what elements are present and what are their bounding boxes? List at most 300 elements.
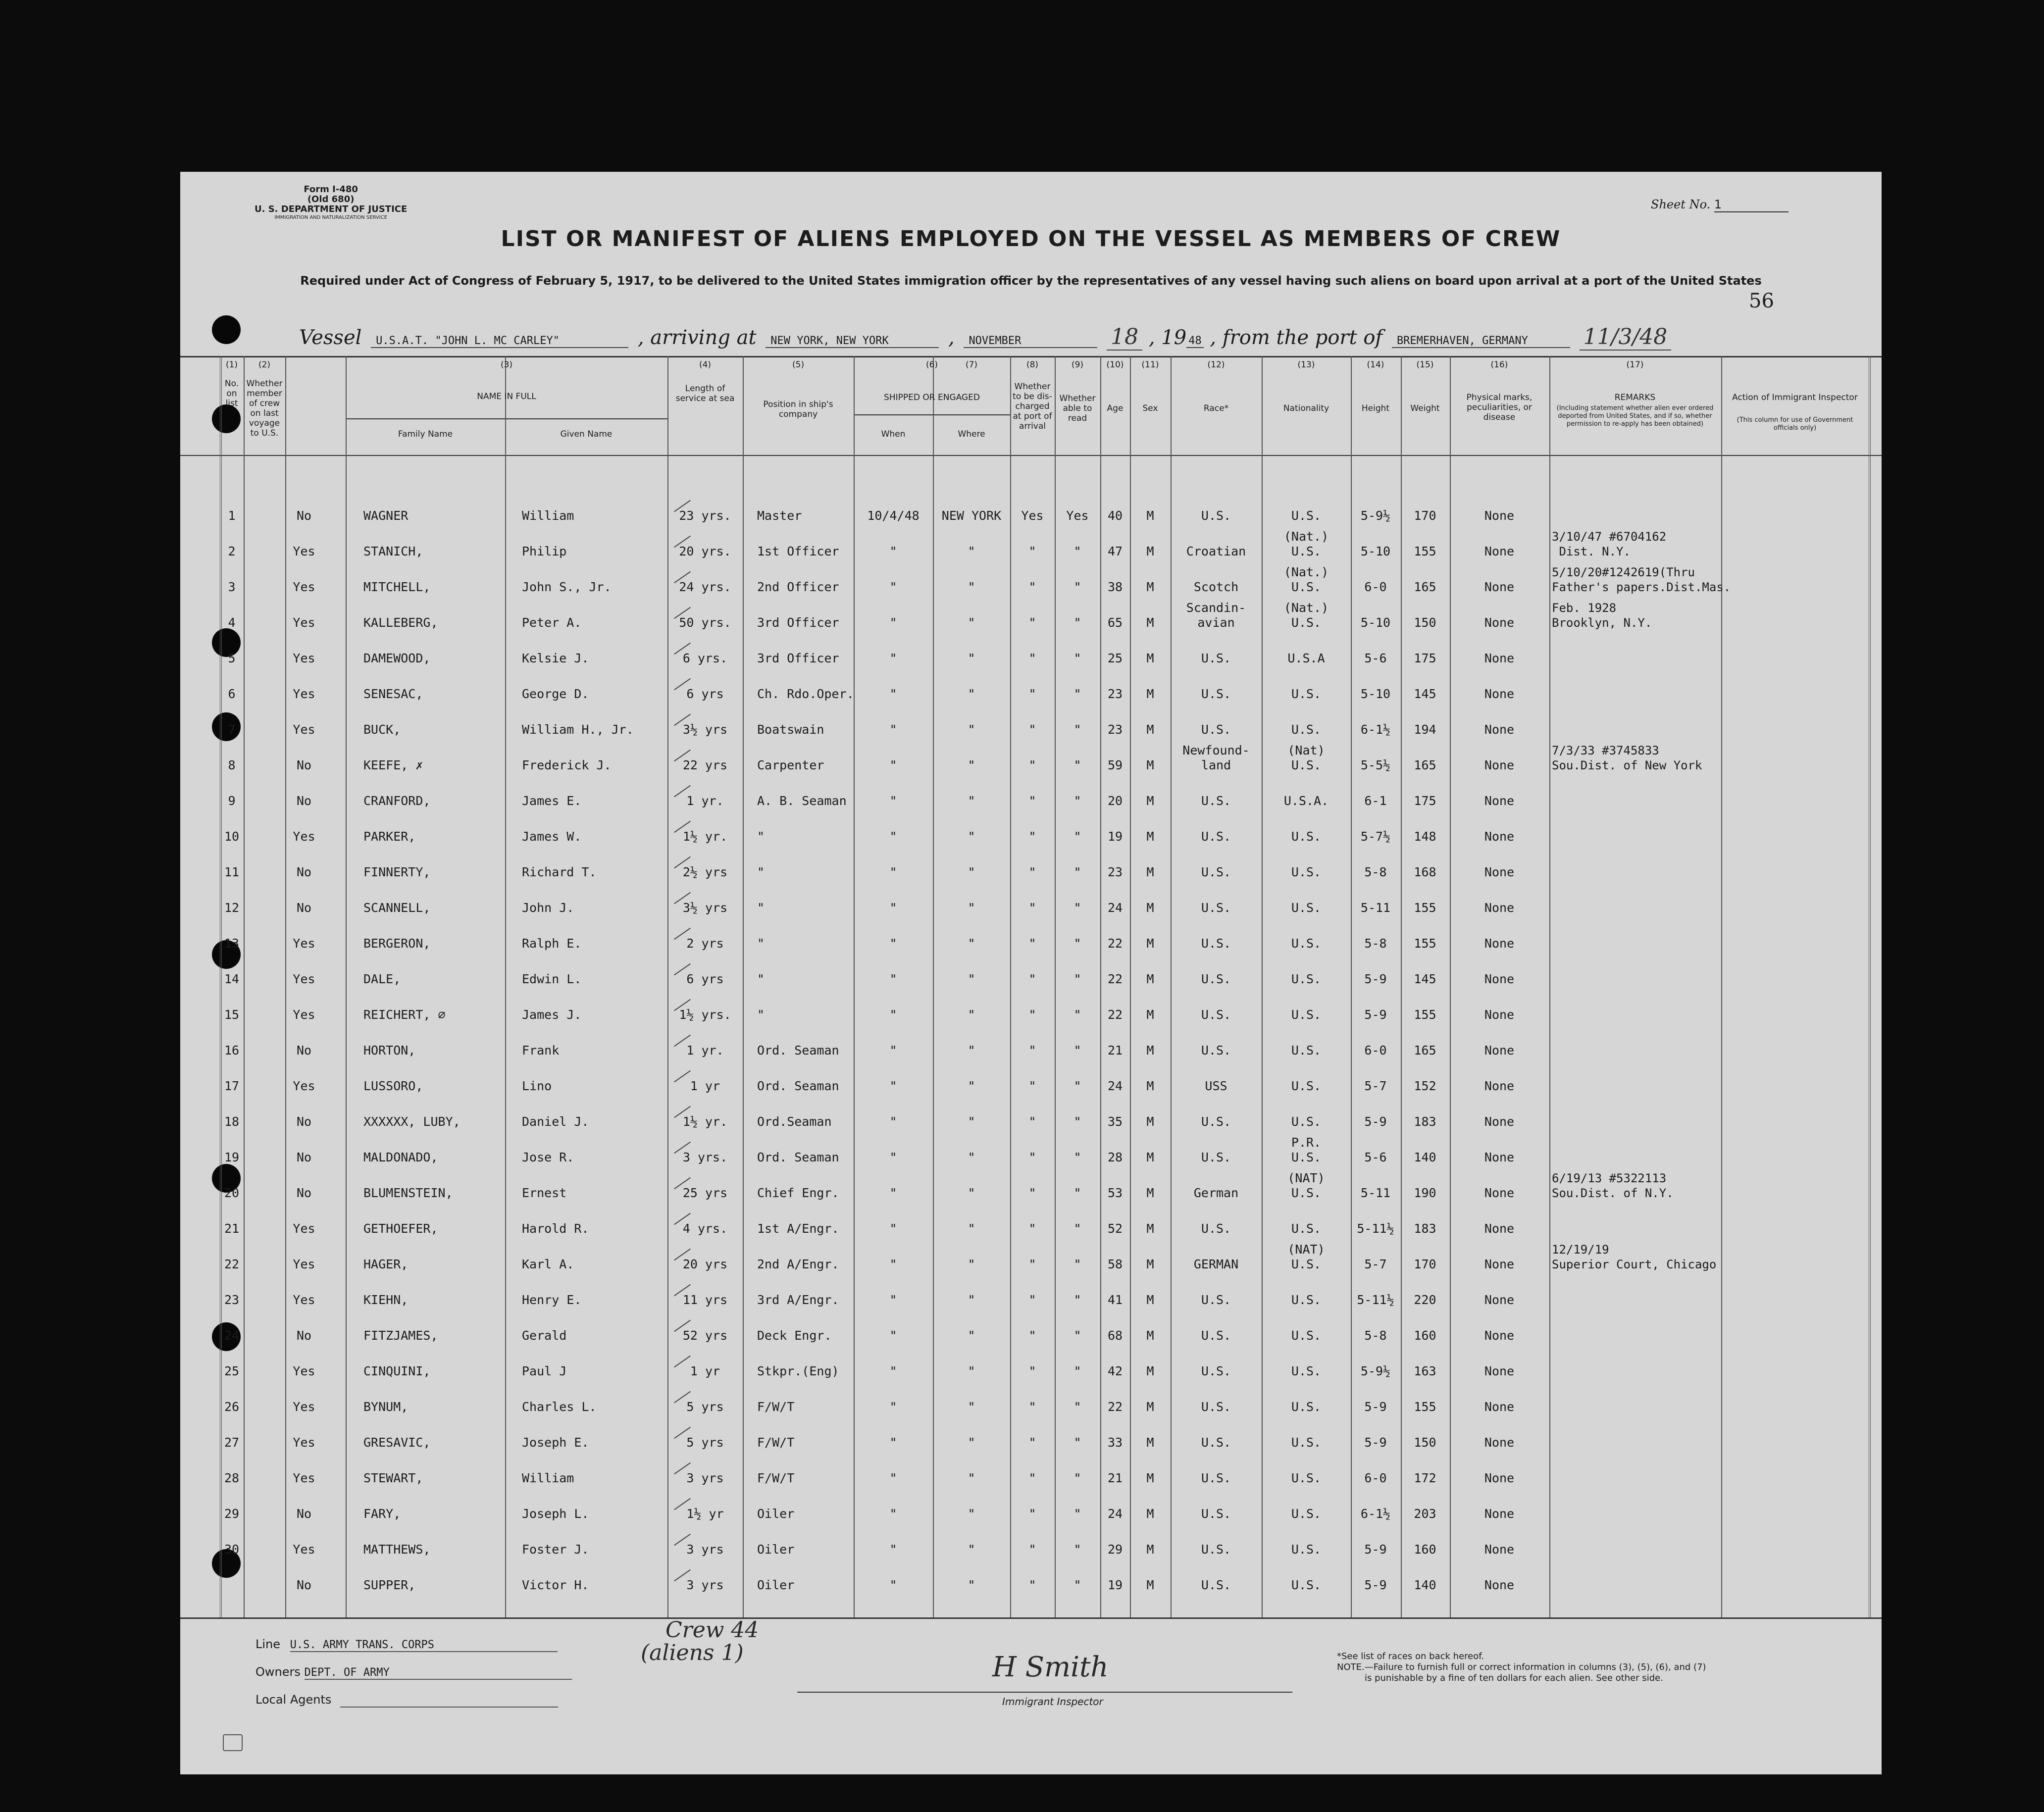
vessel-line: Vessel U.S.A.T. "JOHN L. MC CARLEY" , arriving at NEW YORK, NEW YORK , NOVEMBER 18 , 19 48 , from the port of BREMERHAVEN, GERMANY 11/3/48 — [299, 324, 1671, 350]
shipped-when: " — [889, 615, 897, 630]
race: U.S. — [1201, 1507, 1231, 1521]
prev-voyage: No — [296, 1578, 312, 1592]
prev-voyage: Yes — [293, 722, 315, 737]
race: U.S. — [1201, 1471, 1231, 1485]
shipped-when: " — [889, 1507, 897, 1521]
age: 42 — [1107, 1364, 1123, 1378]
shipped-when: " — [889, 1186, 897, 1200]
shipped-when: " — [889, 1578, 897, 1592]
service-length: 50 yrs. — [679, 615, 731, 630]
race: U.S. — [1201, 1114, 1231, 1129]
given-name: Kelsie J. — [522, 651, 589, 665]
shipped-when: " — [889, 1471, 897, 1485]
from-port: BREMERHAVEN, GERMANY — [1392, 335, 1570, 348]
row-number: 26 — [224, 1400, 240, 1414]
sex: M — [1146, 1364, 1154, 1378]
shipped-when: " — [889, 1221, 897, 1236]
nationality: (Nat.) U.S. — [1283, 565, 1329, 594]
physical-marks: None — [1484, 1186, 1515, 1200]
race: U.S. — [1201, 1328, 1231, 1343]
position: 2nd Officer — [757, 580, 839, 594]
service-length: 1½ yr — [686, 1507, 724, 1521]
inspector-signature: H Smith — [992, 1651, 1109, 1683]
col-given-name: Given Name — [560, 429, 613, 439]
position: 1st Officer — [757, 544, 839, 558]
form-old-number: (Old 680) — [307, 194, 355, 204]
sex: M — [1146, 722, 1154, 737]
position: Oiler — [757, 1542, 795, 1557]
able-to-read: " — [1073, 1150, 1081, 1164]
position: Ord.Seaman — [757, 1114, 832, 1129]
shipped-where: " — [968, 544, 975, 558]
prev-voyage: Yes — [293, 1542, 315, 1557]
nationality: U.S. — [1291, 1079, 1322, 1093]
column-number: (8) — [1026, 360, 1039, 370]
col-where: Where — [958, 429, 985, 439]
service-length: 6 yrs. — [682, 651, 728, 665]
shipped-when: " — [889, 865, 897, 879]
family-name: CRANFORD, — [363, 794, 431, 808]
row-number: 30 — [224, 1542, 240, 1557]
service-length: 3 yrs. — [682, 1150, 728, 1164]
column-number: (2) — [258, 360, 271, 370]
height: 5-7 — [1364, 1079, 1387, 1093]
able-to-read: " — [1073, 722, 1081, 737]
sex: M — [1146, 1114, 1154, 1129]
service-length: 3½ yrs — [682, 722, 728, 737]
discharged: " — [1028, 936, 1036, 951]
prev-voyage: Yes — [293, 972, 315, 986]
service-length: 3 yrs — [686, 1578, 724, 1592]
able-to-read: " — [1073, 1186, 1081, 1200]
column-number: (1) — [225, 360, 238, 370]
able-to-read: " — [1073, 794, 1081, 808]
column-number: (4) — [699, 360, 712, 370]
service-length: 1 yr. — [686, 794, 724, 808]
height: 6-0 — [1364, 1471, 1387, 1485]
position: " — [757, 1007, 765, 1022]
discharged: " — [1028, 615, 1036, 630]
age: 21 — [1107, 1471, 1123, 1485]
race: Scotch — [1193, 580, 1239, 594]
shipped-where: " — [968, 758, 975, 772]
discharged: " — [1028, 829, 1036, 844]
position: Carpenter — [757, 758, 824, 772]
position: F/W/T — [757, 1400, 795, 1414]
column-rule — [1721, 356, 1722, 1617]
prev-voyage: Yes — [293, 936, 315, 951]
prev-voyage: No — [296, 508, 312, 523]
race: U.S. — [1201, 1007, 1231, 1022]
column-rule — [1450, 356, 1451, 1617]
prev-voyage: Yes — [293, 1400, 315, 1414]
prev-voyage: Yes — [293, 1007, 315, 1022]
weight: 168 — [1414, 865, 1436, 879]
service-length: 6 yrs — [686, 972, 724, 986]
age: 23 — [1107, 722, 1123, 737]
shipped-where: " — [968, 1293, 975, 1307]
height: 5-6 — [1364, 651, 1387, 665]
nationality: U.S. — [1291, 722, 1322, 737]
family-name: KIEHN, — [363, 1293, 409, 1307]
position: 2nd A/Engr. — [757, 1257, 839, 1271]
shipped-where: " — [968, 972, 975, 986]
service-length: 25 yrs — [682, 1186, 728, 1200]
sex: M — [1146, 829, 1154, 844]
shipped-where: " — [968, 1043, 975, 1057]
column-rule — [854, 356, 855, 1617]
col-shipped-engaged: SHIPPED OR ENGAGED — [884, 393, 980, 403]
physical-marks: None — [1484, 1400, 1515, 1414]
height: 6-0 — [1364, 580, 1387, 594]
able-to-read: " — [1073, 544, 1081, 558]
shipped-when: 10/4/48 — [867, 508, 920, 523]
physical-marks: None — [1484, 1471, 1515, 1485]
race: German — [1193, 1186, 1239, 1200]
column-rule — [667, 356, 668, 1617]
row-number: 3 — [228, 580, 236, 594]
shipped-where: " — [968, 722, 975, 737]
discharged: " — [1028, 1435, 1036, 1450]
able-to-read: " — [1073, 1114, 1081, 1129]
service-length: 1½ yr. — [682, 1114, 728, 1129]
weight: 165 — [1414, 580, 1436, 594]
given-name: Frank — [522, 1043, 560, 1057]
prev-voyage: Yes — [293, 544, 315, 558]
able-to-read: " — [1073, 1257, 1081, 1271]
able-to-read: Yes — [1066, 508, 1089, 523]
height: 5-7 — [1364, 1257, 1387, 1271]
service-length: 3 yrs — [686, 1542, 724, 1557]
sex: M — [1146, 758, 1154, 772]
arrival-year: 48 — [1186, 335, 1204, 348]
shipped-where: " — [968, 1542, 975, 1557]
weight: 145 — [1414, 972, 1436, 986]
arriving-label: , arriving at — [637, 326, 757, 349]
col-remarks: REMARKS — [1614, 393, 1656, 403]
sheet-number — [1651, 198, 1788, 212]
discharged: " — [1028, 1007, 1036, 1022]
age: 23 — [1107, 865, 1123, 879]
shipped-when: " — [889, 1400, 897, 1414]
given-name: Joseph E. — [522, 1435, 589, 1450]
position: Ord. Seaman — [757, 1043, 839, 1057]
name-split-rule — [346, 418, 667, 419]
age: 59 — [1107, 758, 1123, 772]
height: 5-8 — [1364, 936, 1387, 951]
shipped-when: " — [889, 1114, 897, 1129]
weight: 183 — [1414, 1114, 1436, 1129]
shipped-when: " — [889, 687, 897, 701]
height: 5-11½ — [1357, 1293, 1394, 1307]
height: 5-10 — [1360, 544, 1391, 558]
height: 5-11 — [1360, 901, 1391, 915]
column-number: (3) — [500, 360, 513, 370]
race: U.S. — [1201, 1400, 1231, 1414]
family-name: GETHOEFER, — [363, 1221, 438, 1236]
form-id-block — [255, 185, 407, 221]
column-number: (7) — [965, 360, 978, 370]
weight: 160 — [1414, 1328, 1436, 1343]
shipped-where: " — [968, 1114, 975, 1129]
position: Ch. Rdo.Oper. — [757, 687, 854, 701]
family-name: HAGER, — [363, 1257, 409, 1271]
race: U.S. — [1201, 829, 1231, 844]
column-number: (11) — [1141, 360, 1159, 370]
discharged: " — [1028, 972, 1036, 986]
age: 41 — [1107, 1293, 1123, 1307]
given-name: Daniel J. — [522, 1114, 589, 1129]
remarks: 3/10/47 #6704162 Dist. N.Y. — [1552, 530, 1667, 558]
prev-voyage: Yes — [293, 1364, 315, 1378]
column-rule — [244, 356, 245, 1617]
position: " — [757, 936, 765, 951]
position: A. B. Seaman — [757, 794, 847, 808]
row-number: 23 — [224, 1293, 240, 1307]
able-to-read: " — [1073, 1400, 1081, 1414]
race: U.S. — [1201, 1293, 1231, 1307]
shipped-where: " — [968, 1150, 975, 1164]
column-rule — [346, 356, 347, 1617]
row-number: 21 — [224, 1221, 240, 1236]
position: Master — [757, 508, 802, 523]
height: 5-9 — [1364, 1542, 1387, 1557]
position: Boatswain — [757, 722, 824, 737]
shipped-when: " — [889, 972, 897, 986]
line-value: U.S. ARMY TRANS. CORPS — [290, 1639, 558, 1652]
family-name: PARKER, — [363, 829, 416, 844]
given-name: Victor H. — [522, 1578, 589, 1592]
service-length: 1½ yr. — [682, 829, 728, 844]
position: F/W/T — [757, 1435, 795, 1450]
physical-marks: None — [1484, 1007, 1515, 1022]
discharged: " — [1028, 1043, 1036, 1057]
agents-label: Local Agents — [256, 1693, 332, 1707]
discharged: " — [1028, 758, 1036, 772]
sex: M — [1146, 1221, 1154, 1236]
shipped-where: " — [968, 936, 975, 951]
sex: M — [1146, 1471, 1154, 1485]
service-tick-mark — [674, 1070, 691, 1083]
age: 19 — [1107, 829, 1123, 844]
col-weight: Weight — [1410, 403, 1440, 413]
nationality: U.S. — [1291, 687, 1322, 701]
prev-voyage: Yes — [293, 615, 315, 630]
given-name: Lino — [522, 1079, 552, 1093]
prev-voyage: No — [296, 865, 312, 879]
vessel-name: U.S.A.T. "JOHN L. MC CARLEY" — [371, 335, 628, 348]
discharged: " — [1028, 580, 1036, 594]
prev-voyage: No — [296, 1507, 312, 1521]
family-name: KEEFE, ✗ — [363, 758, 423, 772]
row-number: 13 — [224, 936, 240, 951]
row-number: 25 — [224, 1364, 240, 1378]
row-number: 8 — [228, 758, 236, 772]
col-prev-voyage: Whether member of crew on last voyage to U.S. — [246, 379, 283, 438]
nationality: U.S. — [1291, 1364, 1322, 1378]
column-number: (16) — [1490, 360, 1508, 370]
position: 3rd Officer — [757, 651, 839, 665]
column-number: (12) — [1207, 360, 1225, 370]
age: 24 — [1107, 901, 1123, 915]
nationality: U.S. — [1291, 1578, 1322, 1592]
given-name: Richard T. — [522, 865, 597, 879]
nationality: U.S. — [1291, 865, 1322, 879]
family-name: FITZJAMES, — [363, 1328, 438, 1343]
weight: 155 — [1414, 936, 1436, 951]
height: 5-9 — [1364, 1435, 1387, 1450]
punch-hole — [212, 315, 241, 344]
height: 5-9½ — [1360, 1364, 1391, 1378]
sheet-number-label: Sheet No. — [1651, 198, 1711, 211]
weight: 220 — [1414, 1293, 1436, 1307]
given-name: William H., Jr. — [522, 722, 634, 737]
row-number: 19 — [224, 1150, 240, 1164]
physical-marks: None — [1484, 829, 1515, 844]
family-name: FINNERTY, — [363, 865, 431, 879]
able-to-read: " — [1073, 1328, 1081, 1343]
weight: 170 — [1414, 508, 1436, 523]
discharged: " — [1028, 1542, 1036, 1557]
discharged: " — [1028, 1257, 1036, 1271]
remarks: 12/19/19 Superior Court, Chicago — [1552, 1243, 1717, 1271]
age: 28 — [1107, 1150, 1123, 1164]
physical-marks: None — [1484, 1364, 1515, 1378]
prev-voyage: No — [296, 794, 312, 808]
discharged: " — [1028, 1471, 1036, 1485]
sex: M — [1146, 936, 1154, 951]
sex: M — [1146, 1293, 1154, 1307]
prev-voyage: No — [296, 1150, 312, 1164]
given-name: John J. — [522, 901, 574, 915]
row-number: 10 — [224, 829, 240, 844]
race: U.S. — [1201, 687, 1231, 701]
prev-voyage: No — [296, 901, 312, 915]
race: U.S. — [1201, 936, 1231, 951]
service-length: 11 yrs — [682, 1293, 728, 1307]
weight: 203 — [1414, 1507, 1436, 1521]
table-top-rule — [180, 356, 1882, 357]
col-family-name: Family Name — [398, 429, 453, 439]
able-to-read: " — [1073, 865, 1081, 879]
race: U.S. — [1201, 1435, 1231, 1450]
given-name: Karl A. — [522, 1257, 574, 1271]
nationality: U.S. — [1291, 1542, 1322, 1557]
family-name: HORTON, — [363, 1043, 416, 1057]
nationality: U.S. — [1291, 1328, 1322, 1343]
given-name: John S., Jr. — [522, 580, 612, 594]
shipped-where: " — [968, 1186, 975, 1200]
shipped-when: " — [889, 1257, 897, 1271]
given-name: Charles L. — [522, 1400, 597, 1414]
age: 58 — [1107, 1257, 1123, 1271]
vessel-label: Vessel — [299, 326, 362, 349]
shipped-where: " — [968, 651, 975, 665]
sex: M — [1146, 972, 1154, 986]
nationality: U.S. — [1291, 901, 1322, 915]
race: U.S. — [1201, 651, 1231, 665]
height: 5-9 — [1364, 1007, 1387, 1022]
sex: M — [1146, 1007, 1154, 1022]
owners-field — [256, 1665, 572, 1680]
crew-count-handwritten: Crew 44 — [665, 1617, 759, 1643]
shipped-when: " — [889, 936, 897, 951]
given-name: Philip — [522, 544, 567, 558]
able-to-read: " — [1073, 1043, 1081, 1057]
physical-marks: None — [1484, 508, 1515, 523]
race: U.S. — [1201, 865, 1231, 879]
weight: 150 — [1414, 1435, 1436, 1450]
discharged: " — [1028, 865, 1036, 879]
able-to-read: " — [1073, 1293, 1081, 1307]
family-name: DALE, — [363, 972, 401, 986]
height: 5-5½ — [1360, 758, 1391, 772]
nationality: U.S. — [1291, 1400, 1322, 1414]
sex: M — [1146, 651, 1154, 665]
physical-marks: None — [1484, 1221, 1515, 1236]
table-bottom-rule — [180, 1617, 1882, 1619]
age: 33 — [1107, 1435, 1123, 1450]
col-position: Position in ship's company — [763, 400, 833, 419]
weight: 183 — [1414, 1221, 1436, 1236]
weight: 170 — [1414, 1257, 1436, 1271]
col-name-in-full: NAME IN FULL — [477, 392, 536, 402]
position: Oiler — [757, 1507, 795, 1521]
weight: 165 — [1414, 1043, 1436, 1057]
row-number: 22 — [224, 1257, 240, 1271]
given-name: Henry E. — [522, 1293, 582, 1307]
given-name: Edwin L. — [522, 972, 582, 986]
position: 3rd A/Engr. — [757, 1293, 839, 1307]
discharged: Yes — [1021, 508, 1044, 523]
prev-voyage: Yes — [293, 1221, 315, 1236]
discharged: " — [1028, 1364, 1036, 1378]
prev-voyage: Yes — [293, 1079, 315, 1093]
prev-voyage: Yes — [293, 1435, 315, 1450]
race: U.S. — [1201, 1221, 1231, 1236]
able-to-read: " — [1073, 758, 1081, 772]
discharged: " — [1028, 1114, 1036, 1129]
prev-voyage: Yes — [293, 580, 315, 594]
manifest-sheet — [180, 172, 1882, 1774]
position: Chief Engr. — [757, 1186, 839, 1200]
age: 47 — [1107, 544, 1123, 558]
nationality: U.S. — [1291, 1043, 1322, 1057]
given-name: Ralph E. — [522, 936, 582, 951]
col-race: Race* — [1203, 403, 1229, 413]
discharged: " — [1028, 794, 1036, 808]
weight: 190 — [1414, 1186, 1436, 1200]
service-length: 5 yrs — [686, 1435, 724, 1450]
physical-marks: None — [1484, 972, 1515, 986]
shipped-split-rule — [854, 414, 1010, 415]
nationality: U.S. — [1291, 1471, 1322, 1485]
prev-voyage: Yes — [293, 651, 315, 665]
physical-marks: None — [1484, 651, 1515, 665]
age: 22 — [1107, 936, 1123, 951]
sex: M — [1146, 1043, 1154, 1057]
sex: M — [1146, 687, 1154, 701]
weight: 148 — [1414, 829, 1436, 844]
sex: M — [1146, 1400, 1154, 1414]
service-length: 2½ yrs — [682, 865, 728, 879]
row-number: 2 — [228, 544, 236, 558]
col-sex: Sex — [1142, 403, 1158, 413]
page-title: LIST OR MANIFEST OF ALIENS EMPLOYED ON THE VESSEL AS MEMBERS OF CREW — [501, 226, 1561, 252]
shipped-where: " — [968, 1364, 975, 1378]
race: U.S. — [1201, 972, 1231, 986]
shipped-when: " — [889, 829, 897, 844]
